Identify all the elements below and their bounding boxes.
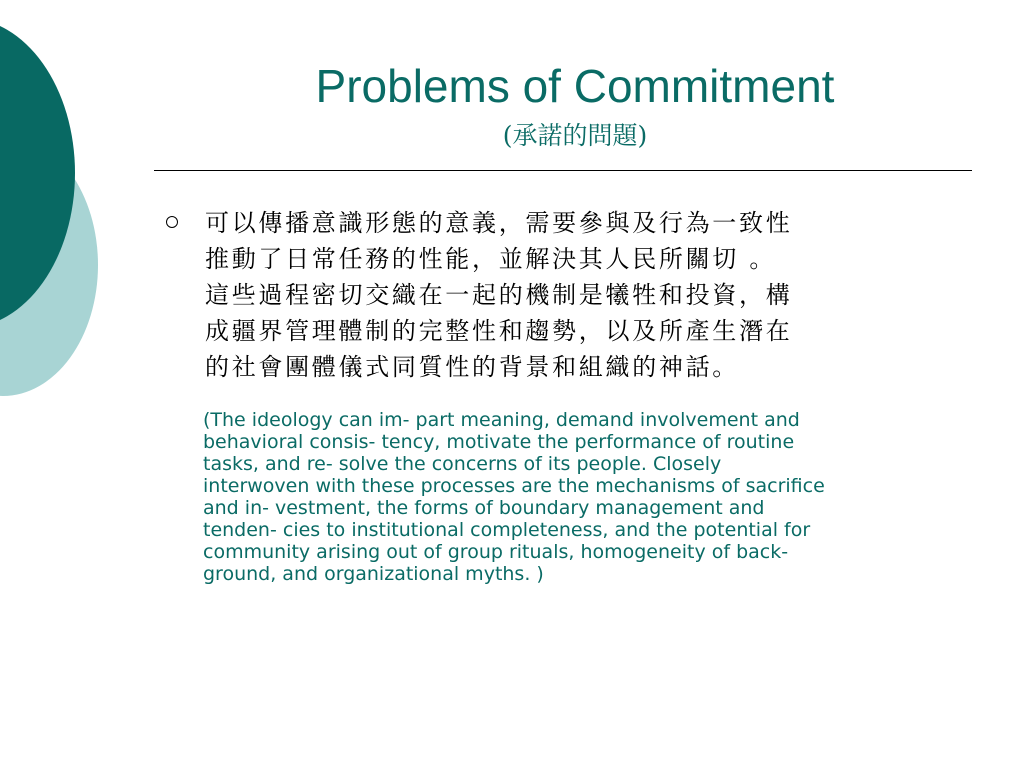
slide-subtitle: (承諾的問題) [502,121,648,150]
slide-title: Problems of Commitment [315,60,835,112]
title-divider [154,170,972,171]
hollow-circle-bullet-icon [166,216,178,228]
english-translation-text: (The ideology can im- part meaning, demand involvement and behavioral consis- tency, motivate the performance of routine tasks, and re- solve the concerns of its people. Closely interwoven with these processes are the mechanisms of sacrifice and in- vestment, the forms of boundary management and tenden- cies to institutional completeness, and the potential for community arising out of group rituals, homogeneity of back- ground, and organizational myths. ) [203,409,825,585]
bullet-chinese-text: 可以傳播意識形態的意義，需要參與及行為一致性 推動了日常任務的性能，並解決其人民所關切 。 這些過程密切交織在一起的機制是犧牲和投資，構 成疆界管理體制的完整性和趨勢，以及所產生潛在 的社會團體儀式同質性的背景和組織的神話。 [205,209,793,381]
